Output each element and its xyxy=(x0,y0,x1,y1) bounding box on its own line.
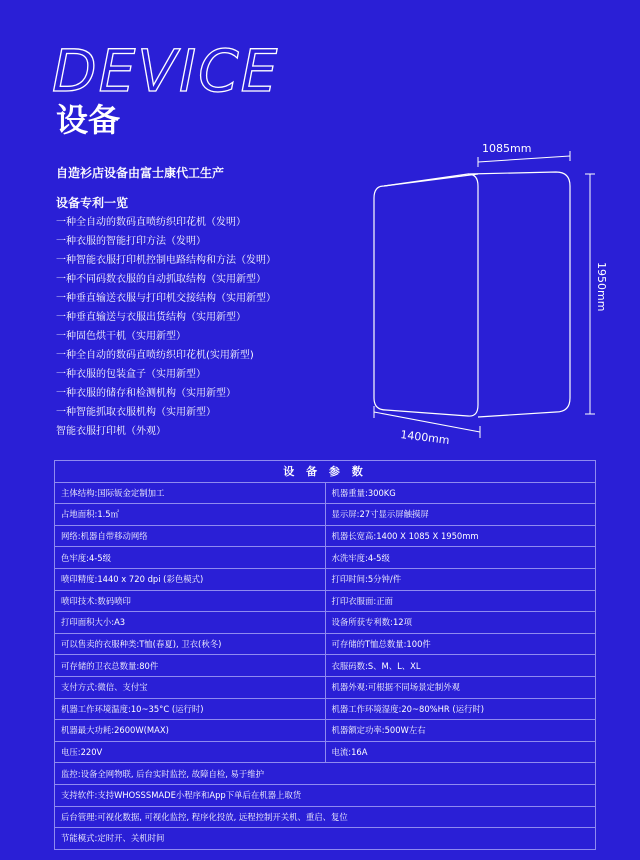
patent-item: 智能衣服打印机（外观） xyxy=(56,426,166,437)
spec-cell: 机器重量:300KG xyxy=(325,482,596,504)
spec-cell-full: 节能模式:定时开、关机时间 xyxy=(55,828,596,850)
patent-item: 一种衣服的智能打印方法（发明） xyxy=(56,236,206,247)
patent-item: 一种衣服的包装盒子（实用新型） xyxy=(56,369,206,380)
spec-cell: 打印衣服面:正面 xyxy=(325,590,596,612)
table-row xyxy=(55,763,596,785)
table-row xyxy=(55,612,596,634)
table-row xyxy=(55,568,596,590)
spec-cell: 机器最大功耗:2600W(MAX) xyxy=(55,720,326,742)
spec-cell: 支付方式:微信、支付宝 xyxy=(55,676,326,698)
patent-item: 一种智能衣服打印机控制电路结构和方法（发明） xyxy=(56,255,276,266)
table-row xyxy=(55,784,596,806)
table-row xyxy=(55,525,596,547)
dimension-label-bottom: 1400mm xyxy=(399,428,451,448)
spec-cell: 网络:机器自带移动网络 xyxy=(55,525,326,547)
spec-cell: 衣服码数:S、M、L、XL xyxy=(325,655,596,677)
device-outline xyxy=(374,172,570,417)
patent-item: 一种垂直输送衣服与打印机交接结构（实用新型） xyxy=(56,293,276,304)
spec-cell: 占地面积:1.5㎡ xyxy=(55,504,326,526)
spec-cell: 电流:16A xyxy=(325,741,596,763)
patent-item: 一种固色烘干机（实用新型） xyxy=(56,331,186,342)
spec-cell: 打印面积大小:A3 xyxy=(55,612,326,634)
table-row xyxy=(55,482,596,504)
patent-list-title: 设备专利一览 xyxy=(56,196,129,210)
subtitle: 自造衫店设备由富士康代工生产 xyxy=(56,166,225,180)
table-row xyxy=(55,547,596,569)
table-row xyxy=(55,828,596,850)
table-row xyxy=(55,655,596,677)
spec-cell: 主体结构:国际钣金定制加工 xyxy=(55,482,326,504)
hero-title-cn: 设备 xyxy=(56,101,121,139)
spec-cell: 水洗牢度:4-5级 xyxy=(325,547,596,569)
patent-item: 一种全自动的数码直喷纺织印花机（发明） xyxy=(56,217,246,228)
spec-cell: 喷印精度:1440 x 720 dpi (彩色模式) xyxy=(55,568,326,590)
table-row xyxy=(55,504,596,526)
table-row xyxy=(55,741,596,763)
table-row xyxy=(55,806,596,828)
patent-item: 一种垂直输送与衣服出货结构（实用新型） xyxy=(56,312,246,323)
dimension-label-top: 1085mm xyxy=(482,142,532,155)
spec-table-title: 设 备 参 数 xyxy=(55,461,596,483)
spec-cell: 设备所获专利数:12项 xyxy=(325,612,596,634)
table-row xyxy=(55,676,596,698)
spec-cell: 机器额定功率:500W左右 xyxy=(325,720,596,742)
hero-title-en: DEVICE xyxy=(52,37,280,105)
spec-cell: 显示屏:27寸显示屏触摸屏 xyxy=(325,504,596,526)
table-row xyxy=(55,698,596,720)
spec-cell: 机器外观:可根据不同场景定制外观 xyxy=(325,676,596,698)
spec-cell: 可存储的卫衣总数量:80件 xyxy=(55,655,326,677)
table-row xyxy=(55,720,596,742)
spec-cell-full: 支持软件:支持WHOSSSMADE小程序和App下单后在机器上取货 xyxy=(55,784,596,806)
spec-cell: 打印时间:5分钟/件 xyxy=(325,568,596,590)
spec-cell: 机器工作环境湿度:20~80%HR (运行时) xyxy=(325,698,596,720)
spec-cell-full: 后台管理:可视化数据, 可视化监控, 程序化投放, 远程控制开关机、重启、复位 xyxy=(55,806,596,828)
spec-table xyxy=(54,460,596,850)
patent-list xyxy=(56,213,276,441)
spec-cell: 喷印技术:数码喷印 xyxy=(55,590,326,612)
device-outline-diagram xyxy=(360,140,620,450)
spec-cell: 可存储的T恤总数量:100件 xyxy=(325,633,596,655)
table-row xyxy=(55,590,596,612)
spec-cell: 机器长宽高:1400 X 1085 X 1950mm xyxy=(325,525,596,547)
spec-cell: 色牢度:4-5级 xyxy=(55,547,326,569)
table-row xyxy=(55,633,596,655)
patent-item: 一种不同码数衣服的自动抓取结构（实用新型） xyxy=(56,274,266,285)
spec-cell: 机器工作环境温度:10~35°C (运行时) xyxy=(55,698,326,720)
spec-cell-full: 监控:设备全网物联, 后台实时监控, 故障自检, 易于维护 xyxy=(55,763,596,785)
patent-item: 一种衣服的储存和检测机构（实用新型） xyxy=(56,388,236,399)
dimension-lines xyxy=(374,151,595,438)
dimension-label-side: 1950mm xyxy=(595,262,608,312)
spec-table-header-row xyxy=(55,461,596,483)
spec-cell: 可以售卖的衣服种类:T恤(春夏), 卫衣(秋冬) xyxy=(55,633,326,655)
spec-cell: 电压:220V xyxy=(55,741,326,763)
patent-item: 一种全自动的数码直喷纺织印花机(实用新型) xyxy=(56,350,254,361)
patent-item: 一种智能抓取衣服机构（实用新型） xyxy=(56,407,216,418)
